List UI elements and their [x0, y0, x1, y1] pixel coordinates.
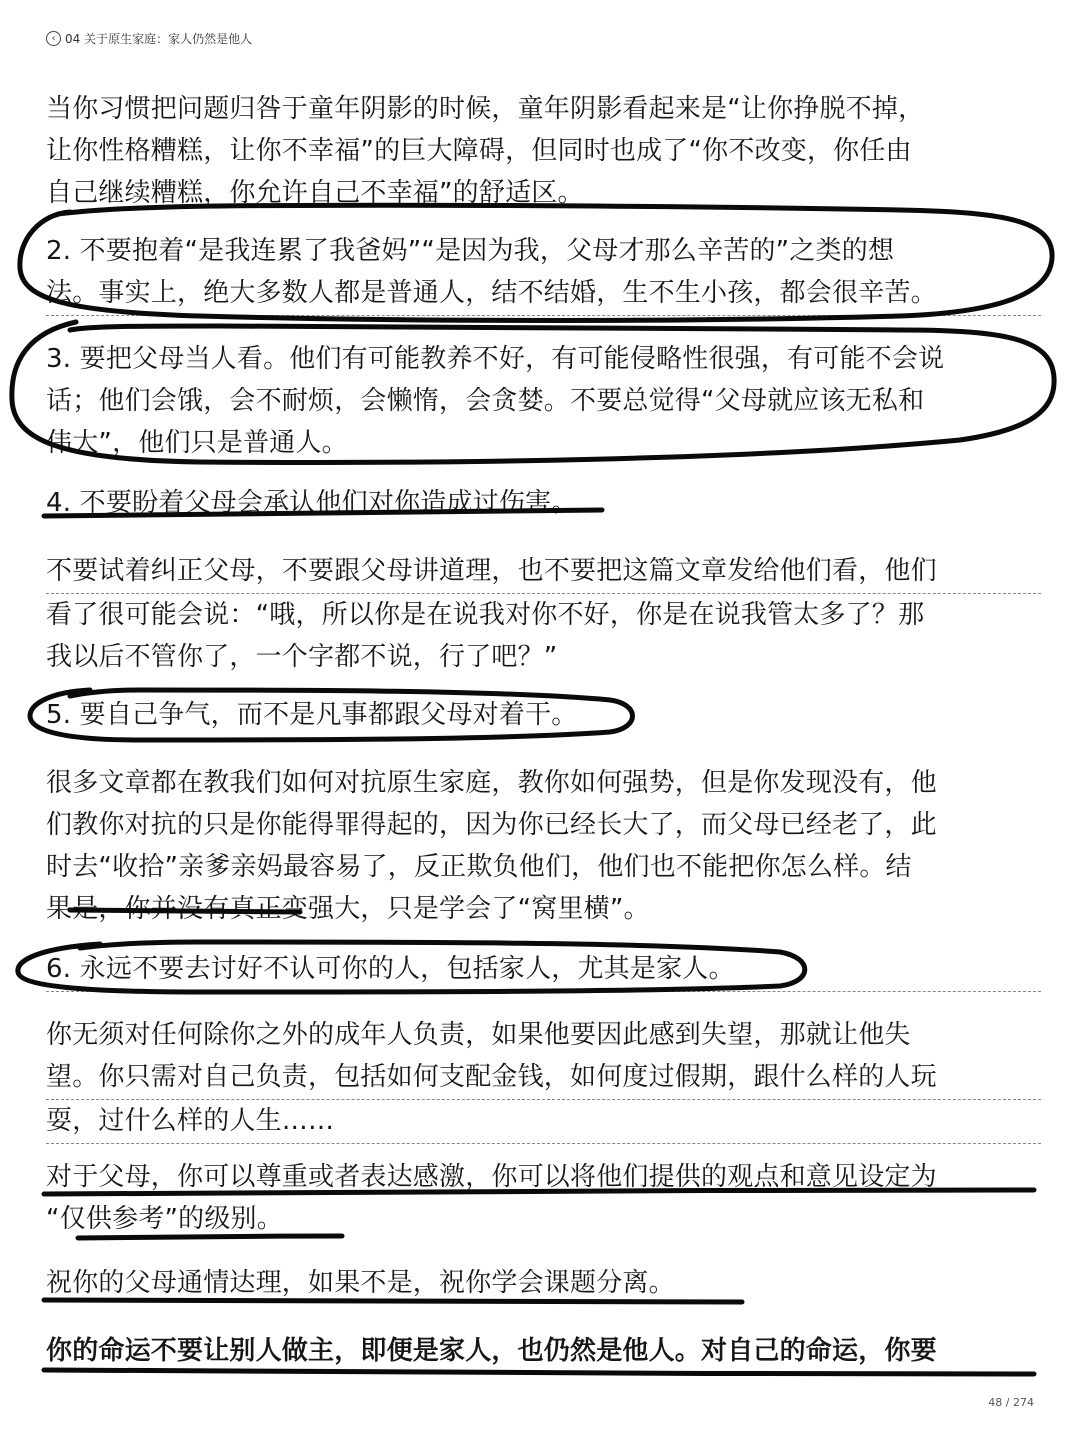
text-line: 你无须对任何除你之外的成年人负责，如果他要因此感到失望，那就让他失 [46, 1020, 911, 1050]
text-line: 话；他们会饿，会不耐烦，会懒惰，会贪婪。不要总觉得“父母就应该无私和 [46, 386, 925, 416]
chapter-title: 04 关于原生家庭：家人仍然是他人 [65, 32, 253, 46]
text-line: “仅供参考”的级别。 [46, 1204, 283, 1234]
text-line: 果是，你并没有真正变强大，只是学会了“窝里横”。 [46, 894, 650, 924]
text-line: 3. 要把父母当人看。他们有可能教养不好，有可能侵略性很强，有可能不会说 [46, 344, 945, 374]
paragraph-point-6 [46, 948, 1041, 992]
text-line: 们教你对抗的只是你能得罪得起的，因为你已经长大了，而父母已经老了，此 [46, 810, 937, 840]
page-number: 48 / 274 [988, 1396, 1034, 1409]
paragraph-respect-parents [46, 1156, 1041, 1240]
text-line: 不要试着纠正父母，不要跟父母讲道理，也不要把这篇文章发给他们看，他们 [46, 550, 1041, 594]
text-line: 望。你只需对自己负责，包括如何支配金钱，如何度过假期，跟什么样的人玩 [46, 1056, 1041, 1100]
text-line: 看了很可能会说：“哦，所以你是在说我对你不好，你是在说我管太多了？那 [46, 600, 925, 630]
text-line: 很多文章都在教我们如何对抗原生家庭，教你如何强势，但是你发现没有，他 [46, 768, 937, 798]
paragraph-responsibility [46, 1014, 1041, 1144]
text-line: 祝你的父母通情达理，如果不是，祝你学会课题分离。 [46, 1268, 675, 1298]
text-line: 法。事实上，绝大多数人都是普通人，结不结婚，生不生小孩，都会很辛苦。 [46, 272, 1041, 316]
text-line: 当你习惯把问题归咎于童年阴影的时候，童年阴影看起来是“让你挣脱不掉， [46, 94, 925, 124]
paragraph-point-3 [46, 338, 1041, 464]
paragraph-childhood-shadow [46, 88, 1041, 214]
text-line: 4. 不要盼着父母会承认他们对你造成过伤害。 [46, 488, 578, 518]
text-line: 自己继续糟糕，你允许自己不幸福”的舒适区。 [46, 178, 584, 208]
text-line: 我以后不管你了，一个字都不说，行了吧？” [46, 642, 558, 672]
text-line: 2. 不要抱着“是我连累了我爸妈”“是因为我，父母才那么辛苦的”之类的想 [46, 236, 895, 266]
text-line: 6. 永远不要去讨好不认可你的人，包括家人，尤其是家人。 [46, 948, 1041, 992]
text-line: 让你性格糟糕，让你不幸福”的巨大障碍，但同时也成了“你不改变，你任由 [46, 136, 912, 166]
text-line: 耍，过什么样的人生…… [46, 1100, 1041, 1144]
paragraph-dont-correct-parents [46, 550, 1041, 678]
paragraph-confront-family [46, 762, 1041, 930]
text-line: 伟大”，他们只是普通人。 [46, 428, 348, 458]
text-line: 5. 要自己争气，而不是凡事都跟父母对着干。 [46, 700, 578, 730]
paragraph-point-4 [46, 482, 1041, 524]
paragraph-wish [46, 1262, 1041, 1304]
paragraph-destiny [46, 1330, 1041, 1372]
chapter-header[interactable] [46, 30, 252, 47]
chevron-left-circle-icon[interactable]: ‹ [46, 31, 61, 46]
text-line: 时去“收拾”亲爹亲妈最容易了，反正欺负他们，他们也不能把你怎么样。结 [46, 852, 912, 882]
paragraph-point-2 [46, 230, 1041, 316]
paragraph-point-5 [46, 694, 1041, 736]
text-line: 对于父母，你可以尊重或者表达感激，你可以将他们提供的观点和意见设定为 [46, 1162, 937, 1192]
text-line: 你的命运不要让别人做主，即便是家人，也仍然是他人。对自己的命运，你要 [46, 1336, 937, 1366]
